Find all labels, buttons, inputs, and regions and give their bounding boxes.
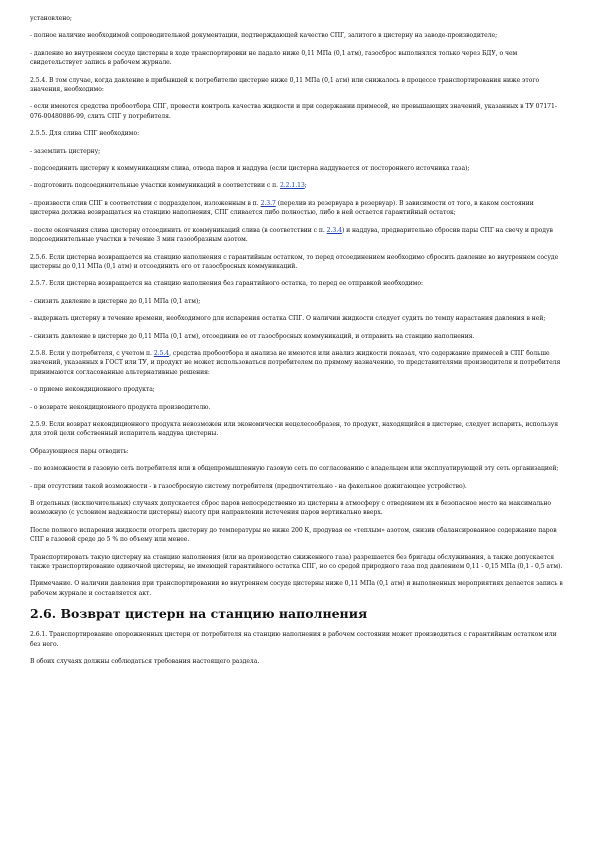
paragraph: - при отсутствии такой возможности - в газосбросную систему потребителя (предпочтительно - на факельное дожигающее устройство). <box>30 482 467 490</box>
paragraph: - о приеме некондиционного продукта; <box>30 386 155 394</box>
paragraph: установлено; <box>30 15 72 22</box>
paragraph-text: ; <box>304 182 307 190</box>
link-2-5-4[interactable]: 2.5.4 <box>153 349 170 357</box>
paragraph: 2.5.5. Для слива СПГ необходимо: <box>30 130 140 138</box>
paragraph: - о возврате некондиционного продукта производителю. <box>30 403 211 411</box>
paragraph: - подсоединить цистерну к коммуникациям слива, отвода паров и наддува (если цистерна наддувается от постороннего источника газа); <box>30 165 470 173</box>
paragraph <box>30 226 565 245</box>
link-2-3-4[interactable]: 2.3.4 <box>326 226 342 234</box>
paragraph-text: , средства пробоотбора и анализа не имеются или анализ жидкости показал, что содержание примесей в СПГ больше значений, указанных в ГОСТ или ТУ, и продукт не может использоваться потребителем по прямому назначению, то представителями производителя и потребителя принимаются согласованные альтернативные решения: <box>30 349 561 376</box>
paragraph-text: (перелив из резервуара в резервуар). В зависимости от того, в каком состоянии цистерна должна возвращаться на станцию наполнения, СПГ сливается либо полностью, либо в ней остается гарантийный остаток; <box>30 199 534 217</box>
paragraph <box>30 181 565 190</box>
paragraph-text: ) и наддува, предварительно сбросив пары СПГ на свечу и продув подсоединительные участки в течение 3 мин газообразным азотом. <box>30 226 553 244</box>
paragraph: Транспортировать такую цистерну на станцию наполнения (или на производство сжиженного газа) разрешается без бригады обслуживания, а также допускается также транспортирование одиночной цистерны, не имеющей гарантийного остатка СПГ, но со средой природного газа под давлением 0,11 - 0,15 МПа (0,1 - 0,5 атм). <box>30 553 563 571</box>
paragraph: В обоих случаях должны соблюдаться требования настоящего раздела. <box>30 658 260 666</box>
paragraph: - по возможности в газовую сеть потребителя или в общепромышленную газовую сеть по согласованию с владельцем или эксплуатирующей эту сеть организацией; <box>30 465 559 473</box>
link-2-3-7[interactable]: 2.3.7 <box>260 199 276 207</box>
paragraph: Образующиеся пары отводить: <box>30 447 129 455</box>
paragraph: Примечание. О наличии давления при транспортировании во внутреннем сосуде цистерны ниже 0,11 МПа (0,1 атм) и выполненных мероприятиях делается запись в рабочем журнале и составляется акт. <box>30 580 563 597</box>
paragraph: - полное наличие необходимой сопроводительной документации, подтверждающей качество СПГ, залитого в цистерну на заводе-производителе; <box>30 32 498 40</box>
paragraph: - снизить давление в цистерне до 0,11 МПа (0,1 атм), отсоединив ее от газосбросных коммуникаций, и отправить на станцию наполнения. <box>30 332 475 340</box>
paragraph-text: - после окончания слива цистерну отсоединить от коммуникаций слива (в соответствии с п. <box>30 226 327 234</box>
link-2-2-1-13[interactable]: 2.2.1.13 <box>279 182 305 190</box>
paragraph-text: 2.5.8. Если у потребителя, с учетом п. <box>30 349 154 357</box>
paragraph: 2.5.4. В том случае, когда давление в прибывшей к потребителю цистерне ниже 0,11 МПа (0,1 атм) или снижалось в процессе транспортирования ниже этого значения, необходимо: <box>30 76 540 94</box>
paragraph: - если имеются средства пробоотбора СПГ, провести контроль качества жидкости и при содержании примесей, не превышающих значений, указанных в ТУ 07171-076-00480886-99, слить СПГ у потребителя. <box>30 103 557 120</box>
paragraph: - выдержать цистерну в течение времени, необходимого для испарения остатка СПГ. О наличии жидкости следует судить по темпу нарастания давления в ней; <box>30 315 546 323</box>
paragraph: После полного испарения жидкости отогреть цистерну до температуры не ниже 200 К, продувая ее «теплым» азотом, снизив сбалансированное содержание паров СПГ в газовой среде до 5 % по объему или менее. <box>30 526 557 544</box>
paragraph: 2.5.6. Если цистерна возвращается на станцию наполнения с гарантийным остатком, то перед отсоединением необходимо сбросить давление во внутреннем сосуде цистерны до 0,11 МПа (0,1 атм) и отсоединить его от газосбросных коммуникаций. <box>30 253 559 270</box>
paragraph <box>30 349 565 377</box>
paragraph: В отдельных (исключительных) случаях допускается сброс паров непосредственно из цистерны в атмосферу с отведением их в безопасное место на максимально возможную (с условием надежности цистерны) высоту при направлении истечения паров вертикально вверх. <box>30 500 552 517</box>
paragraph: 2.6.1. Транспортирование опорожненных цистерн от потребителя на станцию наполнения в рабочем состоянии может производиться с гарантийным остатком или без него. <box>30 631 557 648</box>
paragraph: - давление во внутреннем сосуде цистерны в ходе транспортировки не падало ниже 0,11 МПа (0,1 атм), газосброс выполнялся только через БДУ, о чем свидетельствует запись в рабочем журнале. <box>30 49 518 67</box>
paragraph <box>30 199 565 218</box>
paragraph: - снизить давление в цистерне до 0,11 МПа (0,1 атм); <box>30 297 201 305</box>
paragraph: - заземлить цистерну; <box>30 147 101 155</box>
paragraph-text: - подготовить подсоединительные участки коммуникаций в соответствии с п. <box>30 182 280 190</box>
section-heading: 2.6. Возврат цистерн на станцию наполнения <box>30 606 368 622</box>
paragraph: 2.5.7. Если цистерна возвращается на станцию наполнения без гарантийного остатка, то перед ее отправкой необходимо: <box>30 280 423 288</box>
paragraph: 2.5.9. Если возврат некондиционного продукта невозможен или экономически нецелесообразен, то продукт, находящийся в цистерне, следует испарить, используя для этой цели собственный испаритель наддува цистерны. <box>30 420 559 438</box>
paragraph-text: - произвести слив СПГ в соответствии с подразделом, изложенным в п. <box>30 199 261 207</box>
